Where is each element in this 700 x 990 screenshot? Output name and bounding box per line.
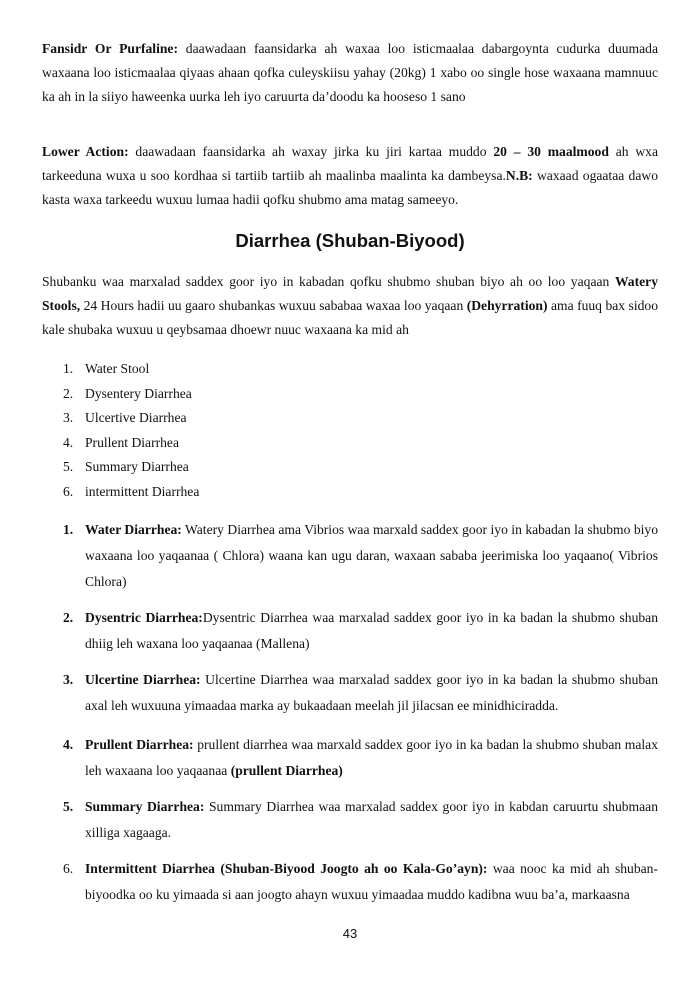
item-body	[85, 667, 658, 719]
item-text: Dysentric Diarrhea waa marxalad saddex goor iyo in ka badan la shubmo shuban dhiig leh waxana loo yaqaanaa (Mallena)	[85, 610, 658, 651]
item-text: Summary Diarrhea waa marxalad saddex goor iyo in kabdan caruurtu shubmaan xilliga xagaaga.	[85, 799, 658, 840]
list-item	[63, 455, 199, 480]
definition-dysentric-diarrhea	[63, 605, 658, 657]
list-number: 6.	[63, 483, 74, 499]
term-watery-stools: Watery Stools,	[42, 274, 658, 313]
list-item	[63, 431, 199, 456]
list-number: 1.	[63, 361, 74, 376]
item-text: Watery Diarrhea ama Vibrios waa marxald saddex goor iyo in kabadan la shubmo biyo waxaana loo yaqaanaa ( Chlora) waana kan ugu daran, waxaan sababa jeerimiska loo yaqaano( Vibrios Chlora)	[85, 522, 658, 589]
item-number: 5.	[63, 799, 74, 814]
definition-summary-diarrhea	[63, 794, 658, 846]
definition-prullent-diarrhea	[63, 732, 658, 784]
list-number: 3.	[63, 410, 74, 425]
item-text: prullent diarrhea waa marxald saddex goor iyo in ka badan la shubmo shuban malax leh waxaana loo yaqaanaa	[85, 737, 658, 778]
list-number: 5.	[63, 459, 74, 474]
paragraph-text: 24 Hours hadii uu gaaro shubankas wuxuu sababaa waxaa loo yaqaan	[80, 298, 467, 313]
term-dehydration: (Dehyrration)	[466, 298, 548, 313]
item-term: Water Diarrhea:	[85, 522, 182, 537]
paragraph-fansidar-text: daawadaan faansidarka ah waxaa loo isticmaalaa dabargoynta cudurka duumada waxaana loo isticmaalaa qiyaas ahaan qofka culeyskiisu yahay (20kg) 1 xabo oo single hose waxaana mamnuuc ka ah in la siiyo haweenka uurka leh iyo caruurta da’doodu ka hooseso 1 sano	[42, 41, 658, 104]
term-lower-action: Lower Action:	[42, 144, 129, 159]
item-body	[85, 732, 658, 784]
list-text: Prullent Diarrhea	[85, 434, 179, 450]
note-label: N.B:	[505, 168, 533, 183]
paragraph-text: daawadaan faansidarka ah waxay jirka ku jiri kartaa muddo	[128, 144, 494, 159]
paragraph-text: ah wxa tarkeeduna wuxa u soo kordhaa si tartiib tartiib ah maalinba maalinta ka dambeysa.	[42, 144, 658, 183]
list-item	[63, 406, 199, 431]
item-term: Ulcertine Diarrhea:	[85, 672, 201, 687]
item-number: 3.	[63, 672, 74, 687]
list-text: Dysentery Diarrhea	[85, 385, 192, 401]
list-number: 4.	[63, 434, 74, 450]
item-body	[85, 605, 658, 657]
paragraph-lower-action	[42, 140, 658, 212]
list-item	[63, 357, 199, 382]
paragraph-text: waxaad ogaataa dawo kasta waxa tarkeedu wuxuu lumaa hadii qofku shubmo ama matag sameeyo.	[42, 168, 658, 207]
item-body	[85, 794, 658, 846]
definition-water-diarrhea	[63, 517, 658, 595]
item-term-tail: (prullent Diarrhea)	[230, 763, 343, 778]
list-text: Summary Diarrhea	[85, 459, 189, 474]
diarrhea-types-list	[63, 357, 199, 504]
list-item	[63, 382, 199, 407]
paragraph-fansidar	[42, 37, 658, 109]
paragraph-text: Shubanku waa marxalad saddex goor iyo in kabadan qofku shubmo shuban biyo ah oo loo yaqaan	[42, 274, 615, 289]
item-body	[85, 517, 658, 595]
list-text: Water Stool	[85, 361, 150, 376]
item-term: Intermittent Diarrhea (Shuban-Biyood Joogto ah oo Kala-Go’ayn):	[85, 861, 488, 876]
item-text: waa nooc ka mid ah shuban-biyoodka oo ku yimaada si aan joogto ahayn wuxuu yimaadaa muddo kadibna wuu ba’a, markaasna	[85, 861, 658, 902]
item-number: 6.	[63, 861, 74, 876]
list-number: 2.	[63, 385, 74, 401]
item-body	[85, 856, 658, 908]
list-text: intermittent Diarrhea	[85, 483, 200, 499]
item-term: Prullent Diarrhea:	[85, 737, 194, 752]
item-number: 2.	[63, 610, 74, 625]
item-term: Dysentric Diarrhea:	[85, 610, 203, 625]
definition-ulcertine-diarrhea	[63, 667, 658, 719]
definition-intermittent-diarrhea	[63, 856, 658, 908]
item-term: Summary Diarrhea:	[85, 799, 205, 814]
list-text: Ulcertive Diarrhea	[85, 410, 187, 425]
term-fansidar: Fansidr Or Purfaline:	[42, 41, 178, 56]
section-heading: Diarrhea (Shuban-Biyood)	[235, 230, 465, 251]
item-number: 4.	[63, 737, 74, 752]
paragraph-intro	[42, 270, 658, 342]
page-number: 43	[342, 926, 358, 941]
paragraph-text: ama fuuq bax sidoo kale shubaka wuxuu u qeybsamaa dhoewr nuuc waxaana ka mid ah	[42, 298, 658, 337]
duration-bold: 20 – 30 maalmood	[493, 144, 609, 159]
item-text: Ulcertine Diarrhea waa marxalad saddex goor iyo in ka badan la shubmo shuban axal leh wuxuuna yimaadaa marka ay bukaadaan meelah jil jilacsan ee minidhiciradda.	[85, 672, 658, 713]
item-number: 1.	[63, 522, 74, 537]
list-item	[63, 480, 199, 505]
